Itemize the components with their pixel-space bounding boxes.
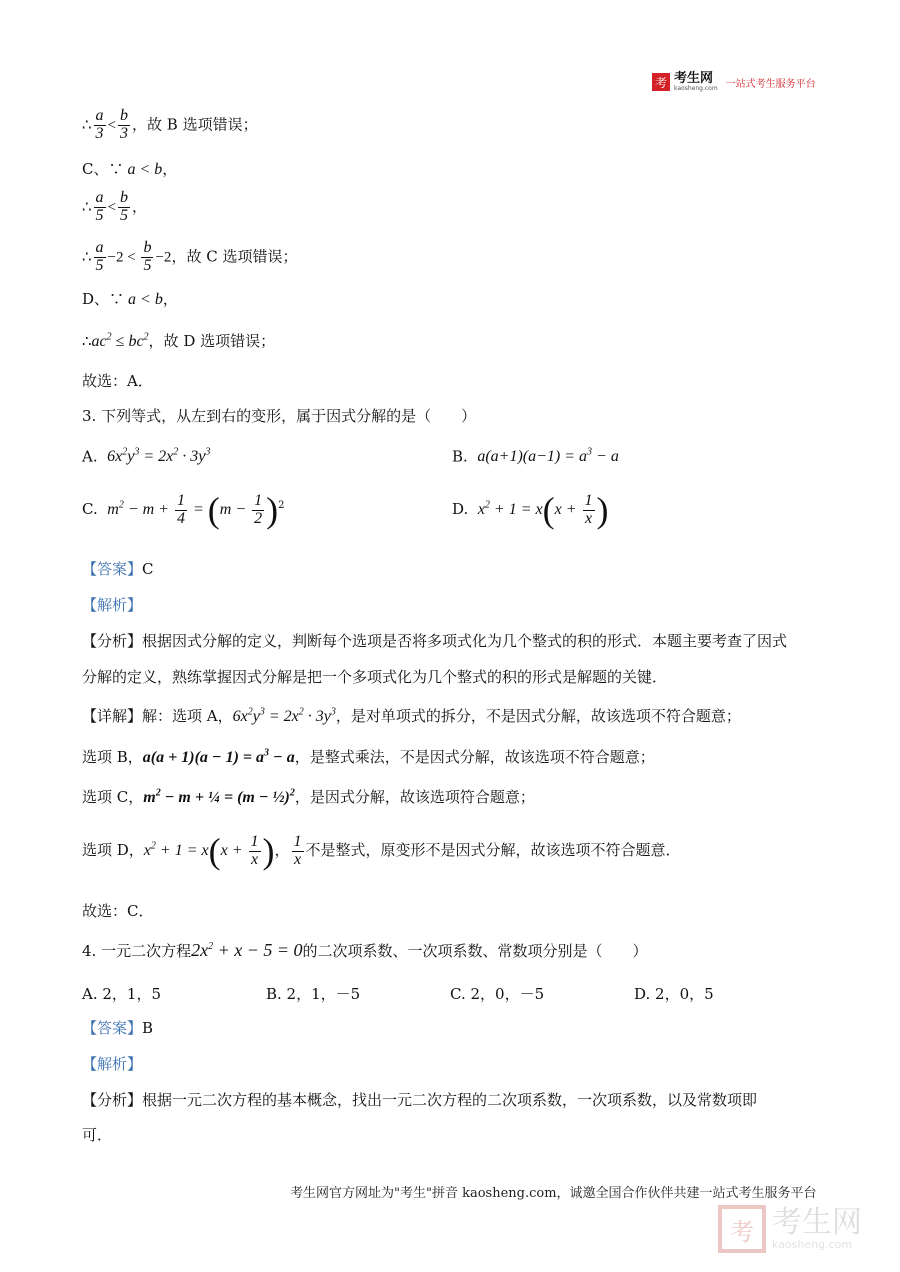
line-4-text: ，故 C 选项错误； bbox=[171, 247, 298, 266]
q3-xiangjie-b: 选项 B，$a(a + 1)(a - 1) = a^3 - a$，是整式乘法，不是因式分解，故该选项不符合题意； bbox=[82, 747, 655, 766]
logo-slogan: 一站式考生服务平台 bbox=[725, 78, 816, 90]
line-5-prefix: D、∵ bbox=[82, 290, 125, 308]
q3-xj-b-suffix: ，是整式乘法，不是因式分解，故该选项不符合题意； bbox=[294, 748, 655, 766]
q3-option-b: B. $a(a+1)(a-1) = a^3 - a$ bbox=[452, 447, 619, 466]
q4-option-d: D. 2，0，5 bbox=[634, 985, 714, 1003]
line-3: ∴ $\frac{a}{5}$ < $\frac{b}{5}$ ， bbox=[82, 189, 148, 224]
q3-analysis-tag: 【解析】 bbox=[82, 596, 143, 614]
q4-stem-prefix: 4. 一元二次方程 bbox=[82, 942, 192, 960]
q4-answer-tag: 【答案】 bbox=[82, 1019, 143, 1037]
q4-fenxi-tag: 【分析】 bbox=[82, 1091, 143, 1109]
q3-xj-d-suffix: 不是整式，原变形不是因式分解，故该选项不符合题意． bbox=[305, 841, 681, 859]
line-2-prefix: C、∵ bbox=[82, 160, 124, 178]
q4-answer bbox=[82, 1017, 153, 1038]
q3-answer-tag: 【答案】 bbox=[82, 560, 143, 578]
q3-xj-c-suffix: ，是因式分解，故该选项符合题意； bbox=[294, 788, 535, 806]
logo-icon: 考 bbox=[652, 73, 670, 91]
q3-xiangjie-a: 【详解】解：选项 A，$6x^2y^3 = 2x^2 \cdot 3y^3$，是对单项式的拆分，不是因式分解，故该选项不符合题意； bbox=[82, 706, 741, 725]
q3-xj-a-suffix: ，是对单项式的拆分，不是因式分解，故该选项不符合题意； bbox=[335, 707, 741, 725]
watermark bbox=[718, 1205, 862, 1253]
q3-stem: 3. 下列等式，从左到右的变形，属于因式分解的是（ ） bbox=[82, 407, 477, 425]
line-6: $\therefore ac^2 \le bc^2$，故 D 选项错误； bbox=[82, 331, 276, 350]
line-2: C、∵ a < b， bbox=[82, 160, 178, 178]
line-7: 故选：A． bbox=[82, 372, 153, 390]
q3-option-c-label: C. bbox=[82, 500, 98, 518]
line-5: D、∵ a < b， bbox=[82, 290, 178, 308]
q4-analysis-tag: 【解析】 bbox=[82, 1055, 143, 1073]
q4-stem: 4. 一元二次方程$2x^2 + x - 5 = 0$的二次项系数、一次项系数、常数项分别是（ ） bbox=[82, 940, 648, 960]
logo-name: 考生网 bbox=[674, 71, 714, 86]
q3-fenxi-1 bbox=[82, 630, 787, 651]
q3-fenxi-text-1: 根据因式分解的定义，判断每个选项是否将多项式化为几个整式的积的形式．本题主要考查了因式 bbox=[142, 632, 788, 650]
q3-xj-c-prefix: 选项 C， bbox=[82, 788, 144, 806]
watermark-icon: 考 bbox=[718, 1205, 766, 1253]
q4-fenxi-1 bbox=[82, 1089, 757, 1110]
q3-xj-a-prefix: 解：选项 A， bbox=[142, 707, 233, 725]
q3-fenxi-tag: 【分析】 bbox=[82, 632, 143, 650]
q3-option-b-label: B. bbox=[452, 447, 468, 466]
q3-xj-b-prefix: 选项 B， bbox=[82, 748, 143, 766]
q3-xiangjie-c: 选项 C，$m^2 - m$ + ¼ = (m − ½)$^2$，是因式分解，故该选项符合题意； bbox=[82, 787, 535, 806]
q3-answer bbox=[82, 558, 154, 579]
line-6-text: ，故 D 选项错误； bbox=[148, 332, 276, 350]
q3-fenxi-2: 分解的定义，熟练掌握因式分解是把一个多项式化为几个整式的积的形式是解题的关键． bbox=[82, 668, 668, 686]
q3-option-a: A. $6x^2y^3 = 2x^2 \cdot 3y^3$ bbox=[82, 447, 211, 466]
line-1: ∴ $\frac{a}{3}$ < $\frac{b}{3}$ ，故 B 选项错误； bbox=[82, 107, 258, 142]
line-1-text: ，故 B 选项错误； bbox=[132, 115, 258, 134]
line-4: ∴ $\frac{a}{5}$ −2 < $\frac{b}{5}$ −2，故 C 选项错误； bbox=[82, 239, 298, 274]
logo-domain: kaosheng.com bbox=[674, 85, 718, 92]
q3-option-d-label: D. bbox=[452, 500, 469, 518]
q4-stem-suffix: 的二次项系数、一次项系数、常数项分别是（ ） bbox=[302, 942, 648, 960]
q3-answer-value: C bbox=[142, 560, 154, 578]
q4-option-b: B. 2，1，－5 bbox=[266, 985, 361, 1003]
q3-option-c: C. $m^2 - m$ + $\frac{1}{4}$ = (m − $\frac{1}{2}$ )$^2$ bbox=[82, 490, 285, 530]
q4-fenxi-2: 可． bbox=[82, 1126, 113, 1144]
q3-xiangjie-tag: 【详解】 bbox=[82, 707, 143, 725]
q4-answer-value: B bbox=[142, 1019, 154, 1037]
q4-option-c: C. 2，0，－5 bbox=[450, 985, 545, 1003]
q3-option-a-label: A. bbox=[82, 447, 98, 466]
q3-xiangjie-d: 选项 D，$x^2 + 1 = x(x$ + $\frac{1}{x}$ )， $\frac{1}{x}$ 不是整式，原变形不是因式分解，故该选项不符合题意． bbox=[82, 831, 681, 871]
footer-text: 考生网官方网址为"考生"拼音 kaosheng.com，诚邀全国合作伙伴共建一站式考生服务平台 bbox=[290, 1186, 817, 1201]
q3-xj-d-prefix: 选项 D， bbox=[82, 841, 144, 859]
watermark-name: 考生网 bbox=[772, 1204, 862, 1240]
header-logo bbox=[652, 72, 816, 92]
watermark-domain: kaosheng.com bbox=[772, 1237, 853, 1251]
q4-fenxi-text-1: 根据一元二次方程的基本概念，找出一元二次方程的二次项系数，一次项系数，以及常数项即 bbox=[142, 1091, 758, 1109]
q3-choose: 故选：C． bbox=[82, 902, 154, 920]
q4-option-a: A. 2，1，5 bbox=[82, 985, 161, 1003]
q3-option-d: D. $x^2 + 1 = x(x$ + $\frac{1}{x}$ ) bbox=[452, 490, 609, 530]
